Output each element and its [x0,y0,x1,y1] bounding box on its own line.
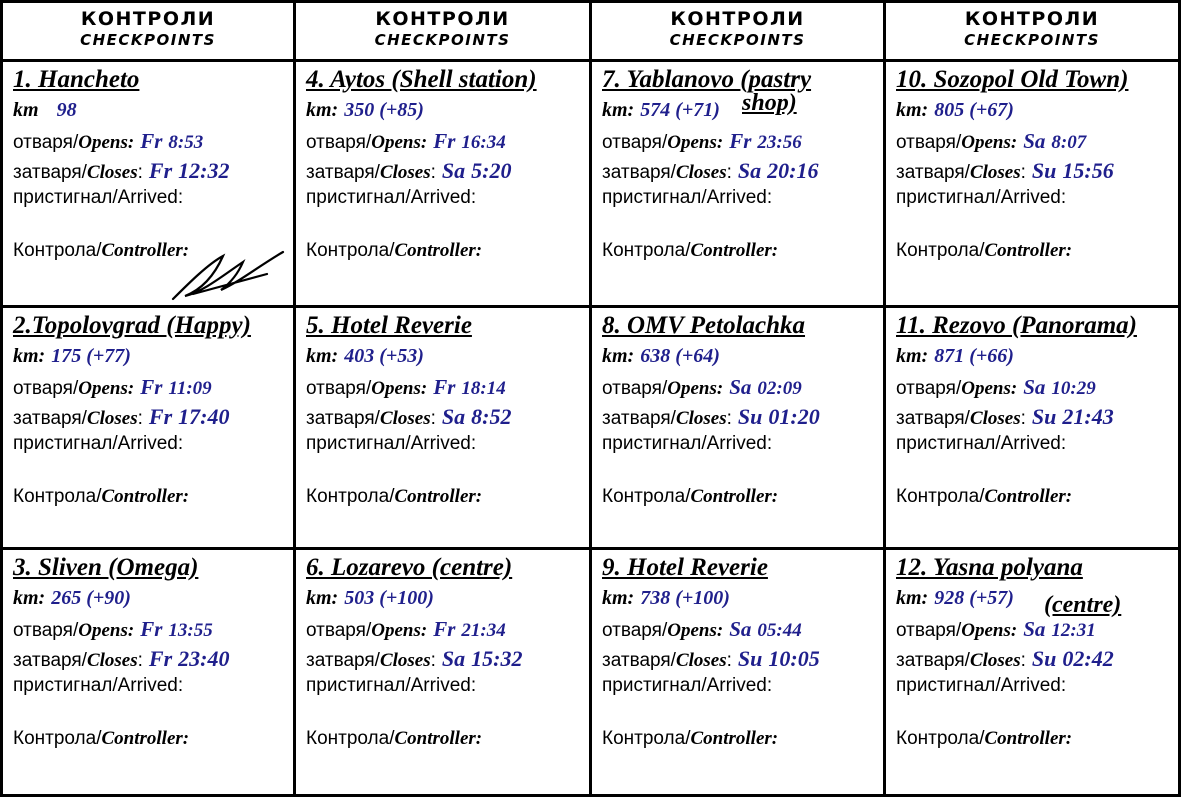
opens-label-en: Opens: [667,132,724,153]
opens-label-bg: отваря/ [306,378,372,399]
controller-label-en: Controller: [394,240,483,261]
km-label: km: [602,587,635,609]
km-value: 265 (+90) [51,587,131,609]
controller-line [306,485,482,509]
km-label: km: [13,587,46,609]
opens-time: 11:09 [168,378,212,399]
opens-label-bg: отваря/ [13,620,79,641]
opens-day: Fr [433,375,456,399]
controller-label-bg: Контрола/ [306,240,395,261]
controller-line [896,239,1072,263]
closes-label-bg: затваря/ [306,408,380,429]
opens-label-bg: отваря/ [896,132,962,153]
opens-label-en: Opens: [371,378,428,399]
opens-label-en: Opens: [78,378,135,399]
arrived-label: пристигнал/Arrived: [306,187,477,208]
closes-line [602,405,820,431]
controller-line [602,727,778,751]
column-header [592,3,883,59]
opens-line [13,375,212,401]
km-line [896,586,1014,611]
km-label: km: [602,345,635,367]
column-header [296,3,589,59]
opens-line [602,375,802,401]
opens-day: Fr [433,617,456,641]
controller-line [896,485,1072,509]
km-value: 175 (+77) [51,345,131,367]
opens-day: Fr [140,375,163,399]
controller-line [13,727,189,751]
controller-label-bg: Контрола/ [13,486,102,507]
closes-label-bg: затваря/ [13,162,87,183]
controller-label-en: Controller: [394,728,483,749]
closes-colon: : [137,162,143,183]
km-label: km: [306,99,339,121]
opens-line [896,129,1086,155]
checkpoint-cell [592,550,883,794]
closes-day: Su [1031,646,1057,671]
controller-label-bg: Контрола/ [13,240,102,261]
opens-line [896,375,1096,401]
controller-label-bg: Контрола/ [896,728,985,749]
km-label: km: [896,99,929,121]
controller-line [306,727,482,751]
arrived-label: пристигнал/Arrived: [602,433,773,454]
controller-label-bg: Контрола/ [896,240,985,261]
km-line [896,98,1014,123]
opens-label-bg: отваря/ [896,378,962,399]
km-line [306,586,434,611]
controller-label-bg: Контрола/ [306,486,395,507]
closes-label-bg: затваря/ [602,162,676,183]
column-header-en: CHECKPOINTS [374,31,511,49]
opens-time: 16:34 [461,132,506,153]
km-label: km: [13,345,46,367]
column-header [3,3,293,59]
controller-label-bg: Контрола/ [896,486,985,507]
opens-line [896,617,1096,643]
closes-line [13,405,229,431]
closes-day: Sa [441,158,466,183]
opens-day: Sa [1023,617,1046,641]
opens-label-bg: отваря/ [13,132,79,153]
controller-label-en: Controller: [690,240,779,261]
controller-label-en: Controller: [690,486,779,507]
closes-label-bg: затваря/ [602,408,676,429]
controller-label-en: Controller: [101,240,190,261]
closes-line [13,159,229,185]
arrived-label: пристигнал/Arrived: [13,433,184,454]
checkpoint-title-continuation: (centre) [1044,592,1122,618]
checkpoint-cell [296,308,589,547]
checkpoint-cell [886,308,1178,547]
closes-day: Su [737,646,763,671]
closes-label-en: Closes [379,408,431,429]
km-label: km: [896,345,929,367]
column-header-bg: КОНТРОЛИ [80,8,216,30]
controller-label-en: Controller: [984,728,1073,749]
closes-time: 23:40 [178,646,230,671]
closes-day: Su [737,404,763,429]
closes-label-bg: затваря/ [13,408,87,429]
closes-time: 02:42 [1062,646,1114,671]
closes-line [306,647,522,673]
km-value: 805 (+67) [934,99,1014,121]
arrived-label: пристигнал/Arrived: [896,433,1067,454]
column-header-bg: КОНТРОЛИ [375,8,510,30]
checkpoint-column [3,0,293,797]
checkpoint-title: 11. Rezovo (Panorama) [896,312,1137,339]
closes-label-en: Closes [675,408,727,429]
closes-label-bg: затваря/ [896,650,970,671]
closes-label-en: Closes [675,162,727,183]
opens-day: Fr [140,617,163,641]
controller-line [602,239,778,263]
opens-label-bg: отваря/ [896,620,962,641]
closes-colon: : [430,650,436,671]
opens-time: 8:53 [168,132,204,153]
km-line [602,98,720,123]
checkpoint-title: 2.Topolovgrad (Happy) [13,312,251,339]
opens-time: 8:07 [1051,132,1087,153]
checkpoint-title: 5. Hotel Reverie [306,312,472,339]
column-header-bg: КОНТРОЛИ [964,8,1100,30]
opens-label-en: Opens: [371,620,428,641]
checkpoint-column [296,0,589,797]
closes-line [13,647,229,673]
opens-time: 13:55 [168,620,213,641]
opens-label-bg: отваря/ [306,620,372,641]
km-line [602,344,720,369]
closes-label-en: Closes [86,408,138,429]
controller-label-en: Controller: [394,486,483,507]
checkpoint-title: 12. Yasna polyana [896,554,1083,581]
column-header [886,3,1178,59]
closes-day: Sa [441,646,466,671]
closes-label-en: Closes [675,650,727,671]
km-line [13,586,131,611]
opens-label-en: Opens: [961,620,1018,641]
closes-time: 15:32 [471,646,523,671]
km-value: 738 (+100) [640,587,730,609]
opens-day: Fr [140,129,163,153]
km-line [306,344,424,369]
checkpoint-title: 3. Sliven (Omega) [13,554,199,581]
closes-time: 01:20 [768,404,820,429]
checkpoint-cell [592,308,883,547]
opens-time: 23:56 [757,132,802,153]
closes-line [896,647,1114,673]
checkpoint-column [886,0,1178,797]
opens-line [602,129,802,155]
closes-day: Sa [737,158,762,183]
opens-time: 18:14 [461,378,506,399]
opens-label-bg: отваря/ [602,378,668,399]
km-value: 403 (+53) [344,345,424,367]
checkpoint-cell [886,62,1178,305]
opens-label-en: Opens: [961,132,1018,153]
opens-line [13,617,213,643]
opens-label-en: Opens: [78,132,135,153]
km-value: 638 (+64) [640,345,720,367]
km-label: km: [306,345,339,367]
opens-label-en: Opens: [667,378,724,399]
opens-label-bg: отваря/ [602,620,668,641]
closes-label-bg: затваря/ [306,650,380,671]
arrived-label: пристигнал/Arrived: [602,187,773,208]
checkpoint-cell [296,550,589,794]
controller-label-bg: Контрола/ [602,240,691,261]
closes-label-en: Closes [969,650,1021,671]
controller-line [306,239,482,263]
closes-time: 5:20 [471,158,512,183]
km-line [13,98,77,123]
closes-colon: : [1020,408,1026,429]
opens-label-en: Opens: [961,378,1018,399]
opens-day: Sa [729,617,752,641]
opens-label-bg: отваря/ [306,132,372,153]
closes-time: 17:40 [178,404,230,429]
controller-label-en: Controller: [984,486,1073,507]
opens-label-en: Opens: [371,132,428,153]
closes-line [602,647,820,673]
closes-time: 20:16 [767,158,819,183]
opens-day: Sa [1023,129,1046,153]
closes-label-en: Closes [86,650,138,671]
closes-label-en: Closes [379,650,431,671]
controller-label-bg: Контрола/ [602,728,691,749]
arrived-label: пристигнал/Arrived: [13,187,184,208]
closes-day: Fr [148,646,173,671]
opens-line [306,617,506,643]
checkpoint-cell [296,62,589,305]
closes-time: 10:05 [768,646,820,671]
closes-day: Fr [148,158,173,183]
opens-time: 12:31 [1051,620,1096,641]
km-line [602,586,730,611]
closes-label-en: Closes [379,162,431,183]
closes-colon: : [1020,162,1026,183]
km-line [306,98,424,123]
closes-label-en: Closes [969,408,1021,429]
closes-colon: : [726,162,732,183]
checkpoint-cell [886,550,1178,794]
column-header-en: CHECKPOINTS [80,31,216,49]
column-header-en: CHECKPOINTS [669,31,806,49]
closes-day: Sa [441,404,466,429]
controller-label-en: Controller: [690,728,779,749]
closes-label-bg: затваря/ [13,650,87,671]
closes-time: 12:32 [178,158,230,183]
closes-day: Su [1031,404,1057,429]
checkpoint-title: 9. Hotel Reverie [602,554,768,581]
closes-label-bg: затваря/ [896,408,970,429]
checkpoint-cell [3,62,293,305]
checkpoint-cell [3,550,293,794]
arrived-label: пристигнал/Arrived: [13,675,184,696]
checkpoint-title: 7. Yablanovo (pastry [602,66,812,93]
controller-label-en: Controller: [101,486,190,507]
km-label: km [13,99,39,121]
controller-line [13,485,189,509]
km-line [896,344,1014,369]
checkpoint-title: 1. Hancheto [13,66,140,93]
closes-colon: : [1020,650,1026,671]
opens-line [306,375,506,401]
controller-line [896,727,1072,751]
checkpoint-column [592,0,883,797]
closes-label-bg: затваря/ [896,162,970,183]
arrived-label: пристигнал/Arrived: [306,433,477,454]
closes-colon: : [430,162,436,183]
arrived-label: пристигнал/Arrived: [306,675,477,696]
closes-day: Fr [148,404,173,429]
closes-label-bg: затваря/ [306,162,380,183]
opens-day: Fr [433,129,456,153]
closes-time: 21:43 [1062,404,1114,429]
closes-colon: : [137,408,143,429]
checkpoint-cell [3,308,293,547]
closes-time: 8:52 [471,404,512,429]
controller-label-en: Controller: [984,240,1073,261]
opens-time: 05:44 [757,620,802,641]
controller-label-en: Controller: [101,728,190,749]
checkpoint-title: 10. Sozopol Old Town) [896,66,1129,93]
opens-line [306,129,506,155]
closes-colon: : [430,408,436,429]
km-value: 574 (+71) [640,99,720,121]
km-label: km: [602,99,635,121]
closes-label-en: Closes [969,162,1021,183]
opens-day: Fr [729,129,752,153]
opens-time: 10:29 [1051,378,1096,399]
checkpoint-title: 6. Lozarevo (centre) [306,554,513,581]
km-value: 98 [56,99,77,121]
closes-line [306,405,511,431]
km-value: 503 (+100) [344,587,434,609]
opens-label-en: Opens: [78,620,135,641]
km-value: 871 (+66) [934,345,1014,367]
arrived-label: пристигнал/Arrived: [896,187,1067,208]
checkpoint-title: 8. OMV Petolachka [602,312,806,339]
km-value: 928 (+57) [934,587,1014,609]
opens-label-bg: отваря/ [602,132,668,153]
closes-line [896,405,1114,431]
controller-signature [163,244,289,305]
km-line [13,344,131,369]
km-label: km: [896,587,929,609]
km-label: km: [306,587,339,609]
opens-line [602,617,802,643]
controller-label-bg: Контрола/ [13,728,102,749]
opens-day: Sa [1023,375,1046,399]
column-header-en: CHECKPOINTS [964,31,1100,49]
closes-colon: : [726,650,732,671]
closes-colon: : [137,650,143,671]
controller-label-bg: Контрола/ [306,728,395,749]
closes-day: Su [1031,158,1057,183]
checkpoint-cell [592,62,883,305]
closes-line [602,159,818,185]
checkpoint-title: 4. Aytos (Shell station) [306,66,537,93]
arrived-label: пристигнал/Arrived: [602,675,773,696]
controller-label-bg: Контрола/ [602,486,691,507]
opens-day: Sa [729,375,752,399]
opens-label-bg: отваря/ [13,378,79,399]
closes-line [896,159,1114,185]
column-header-bg: КОНТРОЛИ [670,8,805,30]
opens-line [13,129,203,155]
checkpoint-title-continuation: shop) [742,90,797,116]
opens-time: 21:34 [461,620,506,641]
opens-time: 02:09 [757,378,802,399]
arrived-label: пристигнал/Arrived: [896,675,1067,696]
closes-line [306,159,511,185]
closes-label-bg: затваря/ [602,650,676,671]
closes-label-en: Closes [86,162,138,183]
km-value: 350 (+85) [344,99,424,121]
closes-colon: : [726,408,732,429]
opens-label-en: Opens: [667,620,724,641]
controller-line [602,485,778,509]
closes-time: 15:56 [1062,158,1114,183]
